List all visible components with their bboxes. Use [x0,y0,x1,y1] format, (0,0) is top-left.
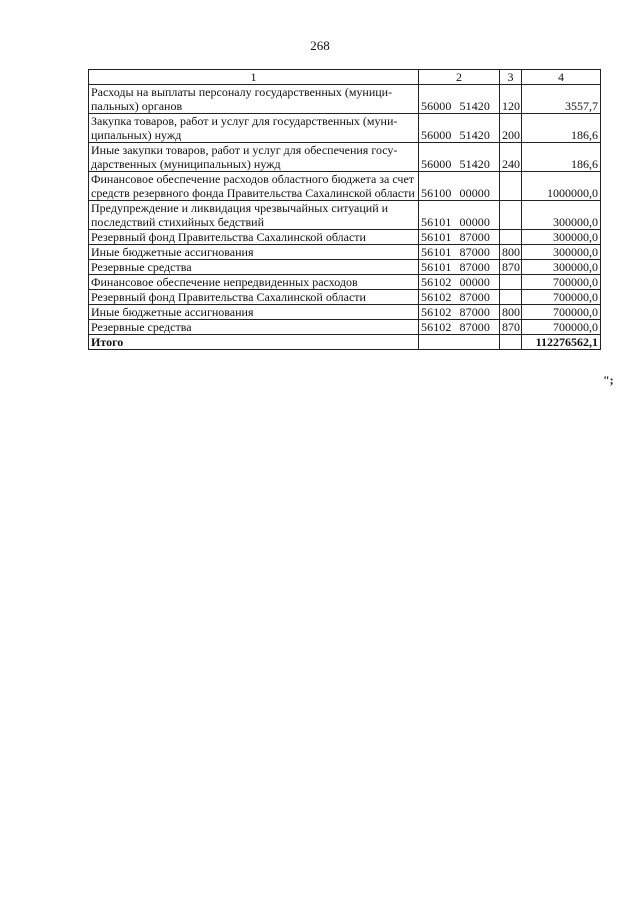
row-type [500,275,522,290]
table-row [89,275,601,290]
row-name: Закупка товаров, работ и услуг для государственных (муни-ципальных) нужд [89,114,419,143]
row-code-direction: 87000 [459,260,490,274]
row-code-direction: 51420 [459,157,490,171]
header-col-1: 1 [89,70,419,85]
row-sum: 300000,0 [522,245,601,260]
row-type: 240 [500,143,522,172]
row-name: Иные бюджетные ассигнования [89,305,419,320]
row-code-direction: 00000 [459,215,490,229]
row-code-direction: 00000 [459,186,490,200]
row-code [419,114,500,143]
row-code-program: 56101 [421,245,452,259]
row-sum: 186,6 [522,143,601,172]
row-sum: 300000,0 [522,201,601,230]
table-row [89,230,601,245]
row-code-program: 56000 [421,99,452,113]
row-code [419,85,500,114]
row-code-direction: 00000 [459,275,490,289]
row-name: Финансовое обеспечение расходов областного бюджета за счет средств резервного фонда Правительства Сахалинской области [89,172,419,201]
row-code-program: 56101 [421,260,452,274]
row-code-direction: 51420 [459,128,490,142]
header-col-2: 2 [419,70,500,85]
row-code [419,275,500,290]
table-row [89,245,601,260]
row-name: Резервный фонд Правительства Сахалинской области [89,290,419,305]
table-row [89,260,601,275]
row-code [419,143,500,172]
row-code-program: 56102 [421,275,452,289]
row-name: Предупреждение и ликвидация чрезвычайных ситуаций и последствий стихийных бедствий [89,201,419,230]
row-code [419,260,500,275]
row-code-program: 56101 [421,230,452,244]
row-code-program: 56102 [421,290,452,304]
row-name: Финансовое обеспечение непредвиденных расходов [89,275,419,290]
row-sum: 300000,0 [522,260,601,275]
header-col-3: 3 [500,70,522,85]
row-type [500,172,522,201]
row-code [419,201,500,230]
table-row [89,320,601,335]
row-code [419,245,500,260]
row-type: 870 [500,320,522,335]
table-row [89,143,601,172]
row-name: Иные бюджетные ассигнования [89,245,419,260]
row-sum: 700000,0 [522,290,601,305]
row-code [419,230,500,245]
row-type: 200 [500,114,522,143]
table-row [89,290,601,305]
row-code-program: 56000 [421,157,452,171]
row-sum: 700000,0 [522,305,601,320]
row-name: Резервные средства [89,260,419,275]
row-sum: 3557,7 [522,85,601,114]
row-sum: 300000,0 [522,230,601,245]
row-sum: 1000000,0 [522,172,601,201]
row-code-direction: 87000 [459,230,490,244]
page-number: 268 [310,38,330,53]
row-sum: 700000,0 [522,320,601,335]
row-type: 120 [500,85,522,114]
total-row [89,335,601,350]
row-code-direction: 51420 [459,99,490,113]
closing-quote-mark: "; [603,373,614,387]
row-type: 870 [500,260,522,275]
row-name: Расходы на выплаты персоналу государственных (муници-пальных) органов [89,85,419,114]
row-code [419,172,500,201]
row-type [500,230,522,245]
table-header-row [89,70,601,85]
table-row [89,172,601,201]
total-label: Итого [89,335,419,350]
table-row [89,201,601,230]
total-sum: 112276562,1 [522,335,601,350]
table-row [89,85,601,114]
row-code [419,320,500,335]
row-type: 800 [500,245,522,260]
row-code-program: 56100 [421,186,452,200]
row-code [419,305,500,320]
row-code-program: 56101 [421,215,452,229]
row-code [419,290,500,305]
row-type [500,290,522,305]
table-row [89,114,601,143]
row-code-direction: 87000 [459,245,490,259]
row-code-direction: 87000 [459,305,490,319]
row-code-program: 56102 [421,320,452,334]
row-sum: 186,6 [522,114,601,143]
row-name: Иные закупки товаров, работ и услуг для обеспечения госу-дарственных (муниципальных) нужд [89,143,419,172]
row-code-direction: 87000 [459,320,490,334]
row-code-program: 56102 [421,305,452,319]
budget-table [88,69,601,350]
row-name: Резервный фонд Правительства Сахалинской области [89,230,419,245]
row-type: 800 [500,305,522,320]
row-type [500,201,522,230]
table-row [89,305,601,320]
row-code-direction: 87000 [459,290,490,304]
row-sum: 700000,0 [522,275,601,290]
row-code-program: 56000 [421,128,452,142]
header-col-4: 4 [522,70,601,85]
row-name: Резервные средства [89,320,419,335]
